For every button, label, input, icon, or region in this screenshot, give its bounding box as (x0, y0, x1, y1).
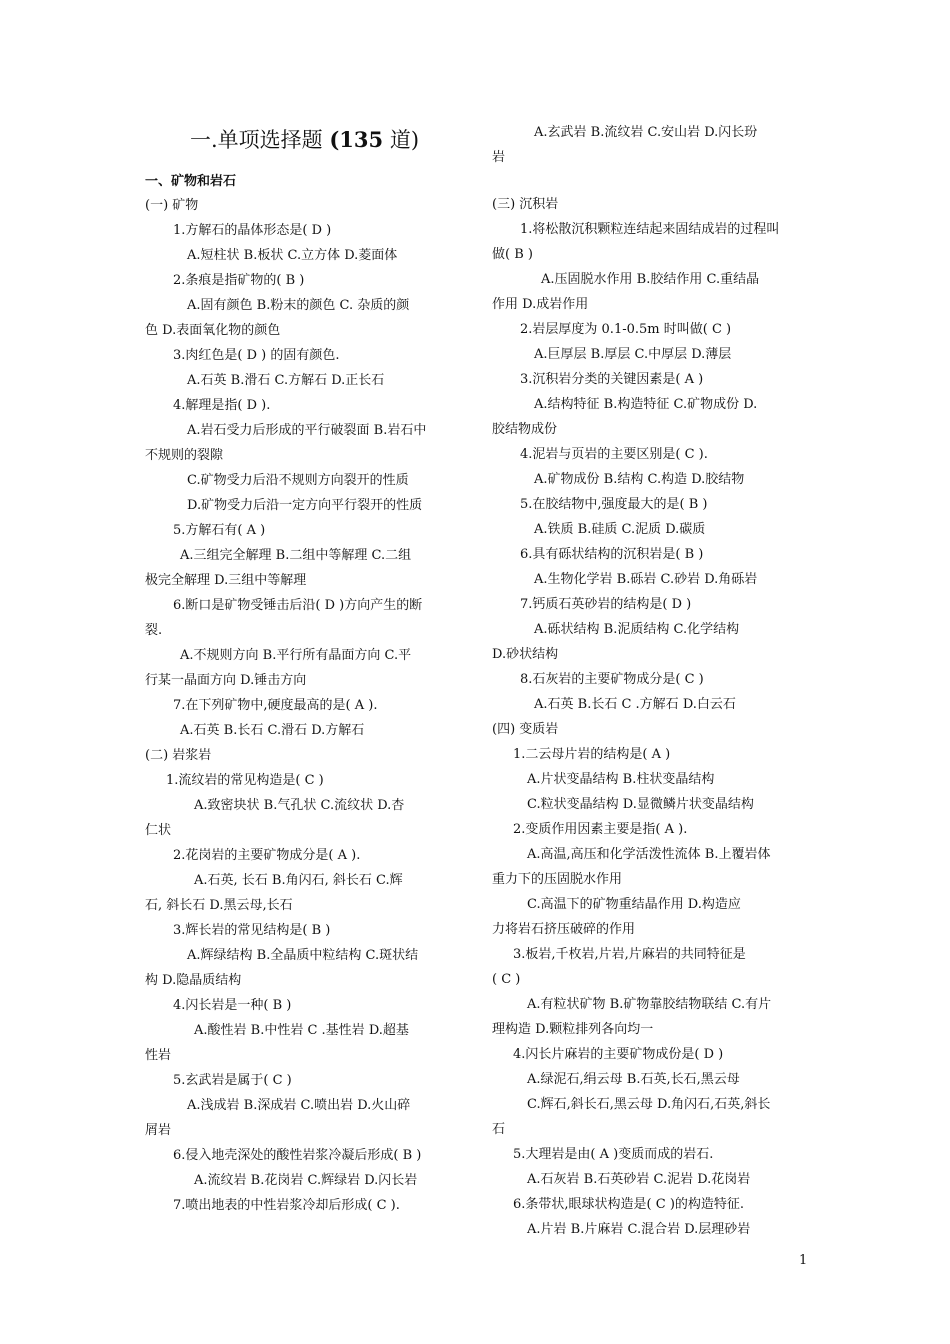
text-line: A.石英, 长石 B.角闪石, 斜长石 C.辉 (194, 873, 403, 888)
text-line: A.片状变晶结构 B.柱状变晶结构 (527, 772, 715, 787)
text-line: 3.辉长岩的常见结构是( B ) (173, 923, 331, 938)
text-line: 6.条带状,眼球状构造是( C )的构造特征. (513, 1197, 745, 1212)
text-line: 屑岩 (145, 1123, 172, 1138)
text-line: 理构造 D.颗粒排列各向均一 (492, 1022, 654, 1037)
text-line: 一、矿物和岩石 (145, 174, 237, 189)
text-line: 2.变质作用因素主要是指( A ). (513, 822, 688, 837)
text-line: 7.喷出地表的中性岩浆冷却后形成( C ). (173, 1198, 400, 1213)
text-line: (三) 沉积岩 (492, 197, 559, 212)
text-line: 5.大理岩是由( A )变质而成的岩石. (513, 1147, 714, 1162)
text-line: A.压固脱水作用 B.胶结作用 C.重结晶 (541, 272, 760, 287)
text-line: 仁状 (145, 823, 172, 838)
text-line: A.绿泥石,绢云母 B.石英,长石,黑云母 (527, 1072, 740, 1087)
page-title (190, 124, 419, 154)
text-line: 2.条痕是指矿物的( B ) (173, 273, 305, 288)
text-line: 6.断口是矿物受锤击后沿( D )方向产生的断 (173, 598, 423, 613)
text-line: 做( B ) (492, 247, 533, 262)
text-line: 5.方解石有( A ) (173, 523, 266, 538)
text-line: 极完全解理 D.三组中等解理 (145, 573, 307, 588)
text-line: A.浅成岩 B.深成岩 C.喷出岩 D.火山碎 (187, 1098, 411, 1113)
text-line: 作用 D.成岩作用 (492, 297, 589, 312)
text-line: 4.闪长岩是一种( B ) (173, 998, 292, 1013)
text-line: 岩 (492, 150, 506, 165)
text-line: 4.闪长片麻岩的主要矿物成份是( D ) (513, 1047, 724, 1062)
text-line: A.流纹岩 B.花岗岩 C.辉绿岩 D.闪长岩 (194, 1173, 418, 1188)
text-line: 6.侵入地壳深处的酸性岩浆冷凝后形成( B ) (173, 1148, 422, 1163)
text-line: A.岩石受力后形成的平行破裂面 B.岩石中 (187, 423, 427, 438)
text-line: 8.石灰岩的主要矿物成分是( C ) (520, 672, 704, 687)
text-line: A.石英 B.长石 C.滑石 D.方解石 (180, 723, 365, 738)
text-line: A.石英 B.滑石 C.方解石 D.正长石 (187, 373, 385, 388)
text-line: (四) 变质岩 (492, 722, 559, 737)
text-line: 1.流纹岩的常见构造是( C ) (166, 773, 324, 788)
text-line: A.石英 B.长石 C .方解石 D.白云石 (534, 697, 736, 712)
text-line: 3.肉红色是( D ) 的固有颜色. (173, 348, 340, 363)
text-line: A.玄武岩 B.流纹岩 C.安山岩 D.闪长玢 (534, 125, 758, 140)
text-line: 6.具有砾状结构的沉积岩是( B ) (520, 547, 704, 562)
text-line: A.致密块状 B.气孔状 C.流纹状 D.杏 (194, 798, 405, 813)
text-line: 2.花岗岩的主要矿物成分是( A ). (173, 848, 361, 863)
text-line: A.巨厚层 B.厚层 C.中厚层 D.薄层 (534, 347, 732, 362)
text-line: C.辉石,斜长石,黑云母 D.角闪石,石英,斜长 (527, 1097, 771, 1112)
text-line: 1.二云母片岩的结构是( A ) (513, 747, 671, 762)
page-number: 1 (799, 1253, 808, 1268)
text-line: (一) 矿物 (145, 198, 199, 213)
text-line: 胶结物成份 (492, 422, 558, 437)
text-line: 裂. (145, 623, 163, 638)
text-line: A.辉绿结构 B.全晶质中粒结构 C.斑状结 (187, 948, 419, 963)
text-line: C.粒状变晶结构 D.显微鳞片状变晶结构 (527, 797, 754, 812)
text-line: D.砂状结构 (492, 647, 559, 662)
text-line: 不规则的裂隙 (145, 448, 224, 463)
text-line: 石 (492, 1122, 506, 1137)
text-line: 1.方解石的晶体形态是( D ) (173, 223, 332, 238)
text-line: 色 D.表面氧化物的颜色 (145, 323, 281, 338)
text-line: A.高温,高压和化学活泼性流体 B.上覆岩体 (527, 847, 771, 862)
text-line: 重力下的压固脱水作用 (492, 872, 623, 887)
text-line: 7.钙质石英砂岩的结构是( D ) (520, 597, 692, 612)
text-line: 5.玄武岩是属于( C ) (173, 1073, 292, 1088)
text-line: A.有粒状矿物 B.矿物靠胶结物联结 C.有片 (527, 997, 772, 1012)
text-line: A.结构特征 B.构造特征 C.矿物成份 D. (534, 397, 758, 412)
text-line: A.三组完全解理 B.二组中等解理 C.二组 (180, 548, 412, 563)
text-line: A.片岩 B.片麻岩 C.混合岩 D.层理砂岩 (527, 1222, 751, 1237)
text-line: 5.在胶结物中,强度最大的是( B ) (520, 497, 708, 512)
text-line: 3.沉积岩分类的关键因素是( A ) (520, 372, 704, 387)
text-line: (二) 岩浆岩 (145, 748, 212, 763)
text-line: 2.岩层厚度为 0.1-0.5m 时叫做( C ) (520, 322, 732, 337)
text-line: 4.泥岩与页岩的主要区别是( C ). (520, 447, 708, 462)
text-line: A.矿物成份 B.结构 C.构造 D.胶结物 (534, 472, 745, 487)
text-line: D.矿物受力后沿一定方向平行裂开的性质 (187, 498, 423, 513)
title-count: (135 (329, 127, 384, 152)
text-line: 7.在下列矿物中,硬度最高的是( A ). (173, 698, 378, 713)
text-line: 石, 斜长石 D.黑云母,长石 (145, 898, 293, 913)
text-line: A.酸性岩 B.中性岩 C .基性岩 D.超基 (194, 1023, 409, 1038)
text-line: 性岩 (145, 1048, 172, 1063)
text-line: 行某一晶面方向 D.锤击方向 (145, 673, 307, 688)
text-line: A.短柱状 B.板状 C.立方体 D.菱面体 (187, 248, 398, 263)
text-line: A.生物化学岩 B.砾岩 C.砂岩 D.角砾岩 (534, 572, 758, 587)
text-line: 1.将松散沉积颗粒连结起来固结成岩的过程叫 (520, 222, 780, 237)
text-line: A.石灰岩 B.石英砂岩 C.泥岩 D.花岗岩 (527, 1172, 751, 1187)
text-line: 构 D.隐晶质结构 (145, 973, 242, 988)
text-line: A.铁质 B.硅质 C.泥质 D.碳质 (534, 522, 706, 537)
text-line: C.高温下的矿物重结晶作用 D.构造应 (527, 897, 741, 912)
text-line: C.矿物受力后沿不规则方向裂开的性质 (187, 473, 409, 488)
title-suffix: 道) (389, 128, 420, 152)
title-prefix: 一.单项选择题 (190, 128, 323, 152)
text-line: A.固有颜色 B.粉末的颜色 C. 杂质的颜 (187, 298, 410, 313)
text-line: A.砾状结构 B.泥质结构 C.化学结构 (534, 622, 740, 637)
text-line: 4.解理是指( D ). (173, 398, 271, 413)
text-line: A.不规则方向 B.平行所有晶面方向 C.平 (180, 648, 412, 663)
text-line: 力将岩石挤压破碎的作用 (492, 922, 636, 937)
text-line: ( C ) (492, 972, 521, 987)
text-line: 3.板岩,千枚岩,片岩,片麻岩的共同特征是 (513, 947, 746, 962)
